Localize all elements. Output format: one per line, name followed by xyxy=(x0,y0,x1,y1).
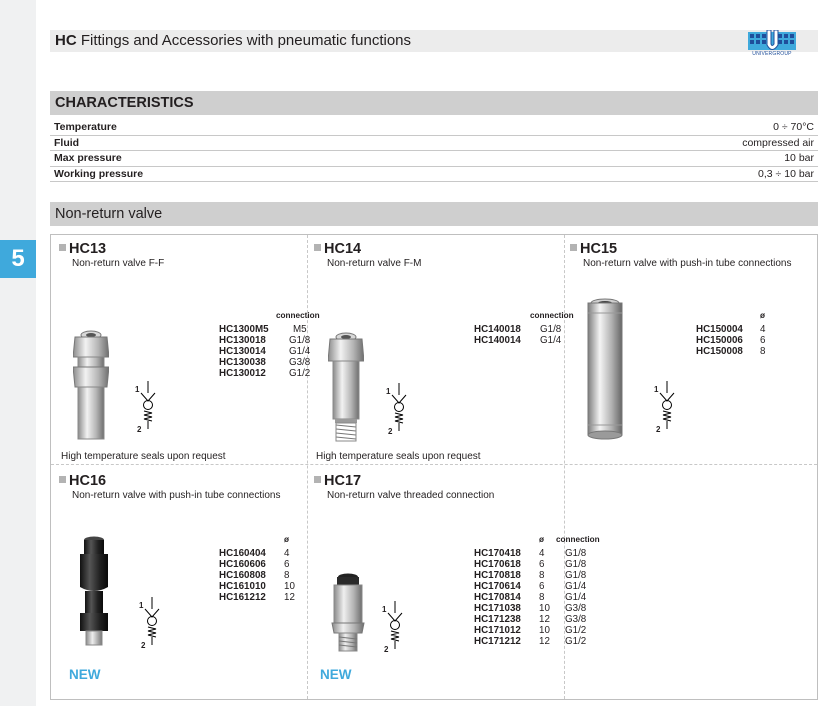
product-code: HC171038 xyxy=(474,603,521,614)
new-badge: NEW xyxy=(69,667,101,682)
port-label: 2 xyxy=(388,427,393,436)
connection-value: G1/8 xyxy=(565,559,587,570)
connection-value: G1/4 xyxy=(565,592,587,603)
title-text: Fittings and Accessories with pneumatic functions xyxy=(80,32,412,49)
product-title: HC13 xyxy=(59,241,106,257)
product-card-hc15 xyxy=(570,241,815,461)
check-valve-icon xyxy=(143,597,161,645)
port-label: 1 xyxy=(654,385,659,394)
product-code: HC140014 xyxy=(474,335,521,346)
port-label: 2 xyxy=(141,641,146,650)
product-card-hc14 xyxy=(314,241,574,462)
product-note: High temperature seals upon request xyxy=(316,451,481,462)
title-brand: HC xyxy=(55,32,77,49)
diameter-value: 6 xyxy=(539,581,545,592)
diameter-value: 8 xyxy=(760,346,766,357)
diameter-value: 6 xyxy=(760,335,766,346)
diameter-value: 4 xyxy=(284,548,290,559)
char-label: Fluid xyxy=(54,136,80,149)
univer-logo xyxy=(748,30,796,58)
product-code: HC170814 xyxy=(474,592,521,603)
check-valve-icon xyxy=(139,381,157,429)
connection-value: G1/4 xyxy=(289,346,311,357)
product-code: HC170614 xyxy=(474,581,521,592)
product-code: HC170618 xyxy=(474,559,521,570)
diameter-value: 6 xyxy=(284,559,290,570)
product-code: HC130018 xyxy=(219,335,266,346)
product-code: HC160808 xyxy=(219,570,266,581)
product-subtitle: Non-return valve F-M xyxy=(327,258,422,269)
product-grid xyxy=(50,234,818,700)
product-note: High temperature seals upon request xyxy=(61,451,226,462)
product-code: HC140018 xyxy=(474,324,521,335)
char-value: 10 bar xyxy=(784,152,814,164)
check-valve-icon xyxy=(658,381,676,429)
port-label: 1 xyxy=(382,605,387,614)
product-card-hc16 xyxy=(59,473,304,695)
push-in-valve-image xyxy=(584,297,626,441)
product-code: HC170418 xyxy=(474,548,521,559)
characteristics-table xyxy=(50,120,818,182)
check-valve-symbol xyxy=(135,381,159,434)
col-header-diameter: ø xyxy=(539,535,545,544)
product-card-hc13 xyxy=(59,241,320,462)
col-header-connection: connection xyxy=(556,535,600,544)
connection-value: M5 xyxy=(293,324,307,335)
port-label: 1 xyxy=(135,385,140,394)
left-margin-strip xyxy=(0,0,36,706)
product-code: HC1300M5 xyxy=(219,324,269,335)
diameter-value: 10 xyxy=(539,625,550,636)
product-code: HC150006 xyxy=(696,335,743,346)
product-card-hc17 xyxy=(314,473,600,695)
connection-value: G1/2 xyxy=(289,368,311,379)
diameter-value: 12 xyxy=(539,636,550,647)
product-code: HC171238 xyxy=(474,614,521,625)
black-push-in-valve-image xyxy=(77,535,111,647)
product-title: HC16 xyxy=(59,473,106,489)
product-code: HC150008 xyxy=(696,346,743,357)
connection-value: G1/2 xyxy=(565,636,587,647)
new-badge: NEW xyxy=(320,667,352,682)
port-label: 2 xyxy=(384,645,389,654)
col-header: ø xyxy=(760,311,766,320)
connection-value: G3/8 xyxy=(565,603,587,614)
product-code: HC160404 xyxy=(219,548,266,559)
diameter-value: 10 xyxy=(539,603,550,614)
connection-value: G1/4 xyxy=(565,581,587,592)
product-code: HC160606 xyxy=(219,559,266,570)
check-valve-symbol xyxy=(139,597,163,650)
product-code: HC130012 xyxy=(219,368,266,379)
port-label: 1 xyxy=(386,387,391,396)
port-label: 2 xyxy=(137,425,142,434)
product-code: HC171012 xyxy=(474,625,521,636)
product-title: HC15 xyxy=(570,241,617,257)
connection-value: G1/8 xyxy=(289,335,311,346)
col-header: connection xyxy=(276,311,320,320)
diameter-value: 6 xyxy=(539,559,545,570)
product-code: HC170818 xyxy=(474,570,521,581)
grid-divider xyxy=(51,464,817,465)
char-row-max-pressure xyxy=(50,151,818,167)
diameter-value: 12 xyxy=(539,614,550,625)
port-label: 1 xyxy=(139,601,144,610)
product-subtitle: Non-return valve F-F xyxy=(72,258,165,269)
check-valve-symbol xyxy=(654,381,678,434)
char-row-temperature xyxy=(50,120,818,136)
threaded-valve-image xyxy=(330,573,366,653)
connection-value: G1/4 xyxy=(540,335,562,346)
fitting-fm-image xyxy=(328,331,364,443)
connection-value: G1/2 xyxy=(565,625,587,636)
char-label: Working pressure xyxy=(54,167,144,180)
univer-logo-icon xyxy=(748,30,796,52)
product-code: HC130014 xyxy=(219,346,266,357)
char-label: Temperature xyxy=(54,121,117,133)
char-label: Max pressure xyxy=(54,152,122,164)
diameter-value: 8 xyxy=(539,592,545,603)
port-label: 2 xyxy=(656,425,661,434)
product-subtitle: Non-return valve with push-in tube connections xyxy=(583,258,792,269)
connection-value: G3/8 xyxy=(565,614,587,625)
product-code: HC161010 xyxy=(219,581,266,592)
logo-text: UNIVERGROUP xyxy=(752,51,792,57)
fitting-ff-image xyxy=(73,329,109,441)
char-row-working-pressure xyxy=(50,167,818,183)
product-code: HC150004 xyxy=(696,324,743,335)
col-header: ø xyxy=(284,535,290,544)
char-value: 0,3 ÷ 10 bar xyxy=(758,167,814,180)
product-code: HC161212 xyxy=(219,592,266,603)
check-valve-icon xyxy=(386,601,404,649)
characteristics-heading: CHARACTERISTICS xyxy=(50,91,818,115)
page-title xyxy=(50,30,818,52)
product-subtitle: Non-return valve threaded connection xyxy=(327,490,495,501)
connection-value: G1/8 xyxy=(565,548,587,559)
grid-divider xyxy=(307,235,308,699)
check-valve-symbol xyxy=(386,383,410,436)
product-code: HC130038 xyxy=(219,357,266,368)
product-title: HC14 xyxy=(314,241,361,257)
check-valve-symbol xyxy=(382,601,406,654)
diameter-value: 4 xyxy=(539,548,545,559)
diameter-value: 8 xyxy=(539,570,545,581)
connection-value: G1/8 xyxy=(565,570,587,581)
section-heading: Non-return valve xyxy=(50,202,818,226)
diameter-value: 4 xyxy=(760,324,766,335)
connection-value: G1/8 xyxy=(540,324,562,335)
diameter-value: 8 xyxy=(284,570,290,581)
char-value: compressed air xyxy=(742,136,814,149)
chapter-tab: 5 xyxy=(0,240,36,278)
char-value: 0 ÷ 70°C xyxy=(773,121,814,133)
col-header: connection xyxy=(530,311,574,320)
product-subtitle: Non-return valve with push-in tube connections xyxy=(72,490,281,501)
connection-value: G3/8 xyxy=(289,357,311,368)
product-title: HC17 xyxy=(314,473,361,489)
check-valve-icon xyxy=(390,383,408,431)
char-row-fluid xyxy=(50,136,818,152)
diameter-value: 12 xyxy=(284,592,295,603)
product-code: HC171212 xyxy=(474,636,521,647)
diameter-value: 10 xyxy=(284,581,295,592)
